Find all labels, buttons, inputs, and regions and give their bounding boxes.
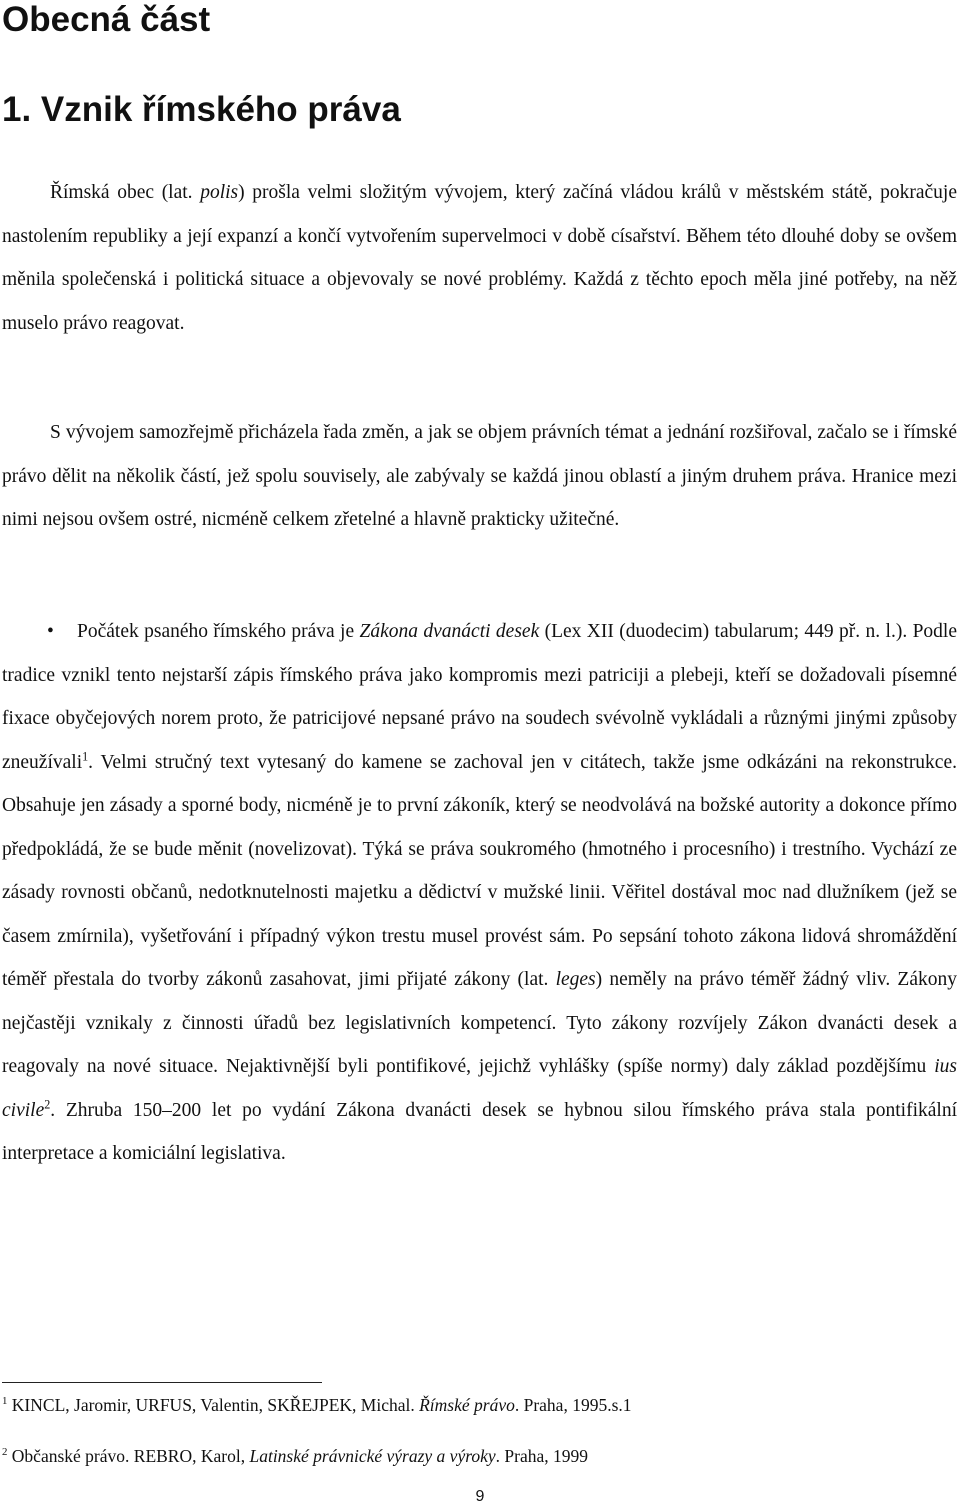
footnote-ref[interactable]: 1	[82, 749, 89, 763]
footnote-title: Latinské právnické výrazy a výroky	[249, 1446, 496, 1466]
footnote-2	[2, 1444, 952, 1468]
page-number	[0, 1487, 960, 1507]
chapter-heading: 1. Vznik římského práva	[2, 90, 401, 129]
footnote-separator	[2, 1382, 322, 1383]
paragraph-development	[2, 411, 957, 542]
footnote-number: 1	[2, 1395, 8, 1408]
italic-term: leges	[555, 969, 596, 990]
paragraph-twelve-tables	[2, 610, 957, 1176]
footnote-text: Občanské právo. REBRO, Karol,	[7, 1446, 250, 1466]
text-run: (Lex XII (duodecim) tabularum; 449 př. n. l.). Podle tradice vznikl tento nejstarší zápis římského práva jako kompromis mezi patriciji a plebeji, kteří se dožadovali písemné fixace obyčejových norem proto, že patricijové nepsané právo na soudech svévolně vykládali a různými jinými způsoby zneužívali	[2, 621, 957, 773]
text-run: . Velmi stručný text vytesaný do kamene se zachoval jen v citátech, takže jsme odkázáni na rekonstrukce. Obsahuje jen zásady a sporné body, nicméně je to první zákoník, který se neodvolává na božské autority a dokonce přímo předpokládá, že se bude měnit (novelizovat). Týká se práva soukromého (hmotného i procesního) i trestního. Vychází ze zásady rovnosti občanů, nedotknutelnosti majetku a dědictví v mužské linii. Věřitel dostával moc nad dlužníkem (jež se časem zmírnila), vyšetřování i případný výkon trestu musel provést sám. Po sepsání tohoto zákona lidová shromáždění téměř přestala do tvorby zákonů zasahovat, jimi přijaté zákony (lat.	[2, 751, 957, 990]
footnote-text: . Praha, 1995.s.1	[514, 1395, 632, 1415]
footnote-1	[2, 1393, 952, 1417]
footnote-title: Římské právo	[419, 1395, 515, 1415]
text-run: Římská obec (lat.	[50, 182, 201, 203]
footnote-number: 2	[2, 1446, 8, 1459]
text-run: Počátek psaného římského práva je	[77, 621, 360, 642]
italic-term: Zákona dvanácti desek	[359, 621, 540, 642]
footnote-ref[interactable]: 2	[44, 1097, 51, 1111]
page-number-value: 9	[475, 1488, 485, 1505]
footnote-text: . Praha, 1999	[495, 1446, 589, 1466]
part-heading: Obecná část	[2, 0, 211, 39]
text-run: S vývojem samozřejmě přicházela řada změn, a jak se objem právních témat a jednání rozšiřoval, začalo se i římské právo dělit na několik částí, jež spolu souvisely, ale zabývaly se každá jinou oblastí a jiným druhem práva. Hranice mezi nimi nejsou ovšem ostré, nicméně celkem zřetelné a hlavně prakticky užitečné.	[2, 422, 957, 530]
italic-term: ius civile	[2, 1056, 957, 1121]
text-run: ) neměly na právo téměř žádný vliv. Zákony nejčastěji vznikaly z činnosti úřadů bez legislativních kompetencí. Tyto zákony rozvíjely Zákon dvanácti desek a reagovaly na nové situace. Nejaktivnější byli pontifikové, jejichž vyhlášky (spíše normy) daly základ pozdějšímu	[2, 969, 957, 1077]
paragraph-intro	[2, 171, 957, 345]
bullet-icon: •	[47, 621, 54, 642]
italic-term: polis	[200, 182, 239, 203]
text-run: ) prošla velmi složitým vývojem, který začíná vládou králů v městském státě, pokračuje nastolením republiky a její expanzí a končí vytvořením supervelmoci v době císařství. Během této dlouhé doby se ovšem měnila společenská i politická situace a objevovaly se nové problémy. Každá z těchto epoch měla jiné potřeby, na něž muselo právo reagovat.	[2, 182, 957, 334]
footnote-text: KINCL, Jaromir, URFUS, Valentin, SKŘEJPEK, Michal.	[7, 1395, 420, 1415]
text-run: . Zhruba 150–200 let po vydání Zákona dvanácti desek se hybnou silou římského práva stala pontifikální interpretace a komiciální legislativa.	[2, 1099, 957, 1164]
